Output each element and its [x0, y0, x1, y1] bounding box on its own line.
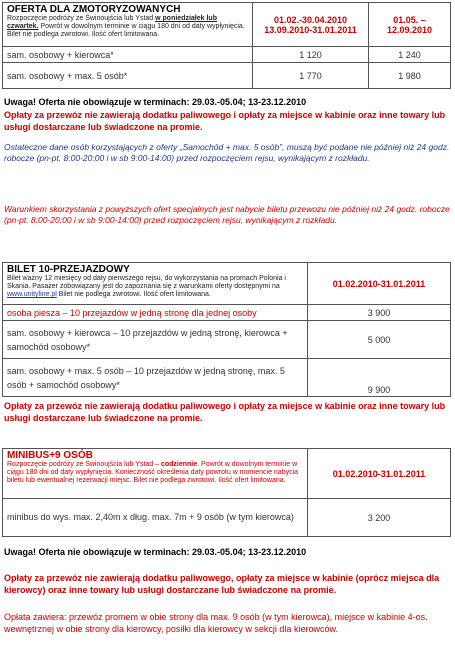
desc-emphasis: codziennie	[160, 461, 198, 468]
period-line: 01.02.-30.04.2010	[273, 14, 348, 25]
motorized-offer-header	[3, 3, 253, 47]
fees-note: Opłaty za przewóz nie zawierają dodatku paliwowego i opłaty za miejsce w kabinie oraz inne towary lub usługi dostarczane lub świadczone na promie.	[4, 110, 446, 132]
fees-note: Opłaty za przewóz nie zawierają dodatku paliwowego, opłaty za miejsce w kabinie (oprócz miejsca dla kierowcy) oraz inne towary lub usługi dostarczane lub świadczone na promie.	[4, 573, 440, 595]
ten-trip-ticket-table	[2, 262, 451, 397]
period-high-season	[369, 3, 451, 47]
table-row-label: osoba piesza – 10 przejazdów w jedną stronę dla jednej osoby	[3, 305, 308, 321]
table-cell-price: 3 900	[308, 305, 451, 321]
exclusion-warning: Uwaga! Oferta nie obowiązuje w terminach: 29.03.-05.04; 13-23.12.2010	[4, 547, 307, 557]
desc-text: . Powrót w dowolnym terminie w ciągu 180 dni od daty wypłynięcia. Konieczność określenia daty powrotu w momencie nabycia biletu lub ewentualnej rezerwacji miejsc. Bilet nie podlega zwrotowi. Ilość ofert limitowana.	[7, 461, 299, 484]
minibus-description	[7, 461, 303, 485]
table-row-label: sam. osobowy + max. 5 osób – 10 przejazdów w jedną stronę, max. 5 osób + samochód osobowy*	[3, 359, 308, 397]
table-cell-price: 9 900	[308, 359, 451, 397]
desc-text: Bilet ważny 12 miesięcy od daty pierwszego rejsu, do wykorzystania na promach Polonia i Skania. Pasażer zobowiązany jest do zapoznania się z warunkami oferty dostępnymi na	[7, 275, 286, 290]
table-cell-price: 5 000	[308, 321, 451, 359]
persons-data-note: Ostateczne dane osób korzystających z oferty „Samochód + max. 5 osób”, muszą być podane nie później niż 24 godz. robocze (pn-pt. 8:00-20:00 i w sb 9:00-14:00) przed rozpoczęciem rejsu, wynikającym z rozkładu.	[4, 142, 450, 163]
period-line: 13.09.2010-31.01.2011	[264, 24, 357, 35]
desc-text: Bilet nie podlega zwrotowi. Ilość ofert limitowana.	[56, 291, 211, 298]
table-cell-price: 1 770	[253, 63, 369, 89]
table-row-label: sam. osobowy + kierowca*	[3, 47, 253, 63]
includes-note: Opłata zawiera: przewóz promem w obie strony dla max. 9 osób (w tym kierowca), miejsce w kabinie 4-os. wewnętrznej w obie strony dla kierowcy, posiłki dla kierowcy w sekcji dla kierowców.	[4, 612, 428, 634]
table-row-label: sam. osobowy + max. 5 osób*	[3, 63, 253, 89]
unityline-link[interactable]: www.unityline.pl	[7, 291, 57, 298]
motorized-offer-description	[7, 15, 248, 39]
motorized-offer-table	[2, 2, 451, 89]
minibus-header	[3, 449, 308, 499]
table-row-label: sam. osobowy + kierowca – 10 przejazdów w jedną stronę, kierowca + samochód osobowy*	[3, 321, 308, 359]
motorized-offer-title: OFERTA DLA ZMOTORYZOWANYCH	[7, 4, 181, 15]
ten-trip-header	[3, 263, 308, 305]
desc-text: Powrót w dowolnym terminie w ciągu 180 dni od daty wypłynięcia. Bilet nie podlega zwrotowi. Ilość ofert limitowana.	[7, 23, 245, 38]
minibus-title: MINIBUS+9 OSÓB	[7, 450, 93, 461]
desc-text: Rozpoczęcie podróży ze Świnoujścia lub Ystad –	[7, 461, 161, 468]
exclusion-warning: Uwaga! Oferta nie obowiązuje w terminach: 29.03.-05.04; 13-23.12.2010	[4, 97, 307, 107]
fees-note: Opłaty za przewóz nie zawierają dodatku paliwowego i opłaty za miejsce w kabinie oraz inne towary lub usługi dostarczane lub świadczone na promie.	[4, 401, 446, 423]
purchase-condition-note: Warunkiem skorzystania z powyższych ofert specjalnych jest nabycie biletu przewozu nie później niż 24 godz. robocze (pn-pt. 8:00-20:00 i w sb 9:00-14:00) przed rozpoczęciem rejsu, wynikającym z rozkładu.	[4, 204, 450, 225]
period-low-season	[253, 3, 369, 47]
desc-text: Rozpoczęcie podróży ze Świnoujścia lub Ystad	[7, 15, 156, 22]
ten-trip-period: 01.02.2010-31.01.2011	[308, 263, 451, 305]
ten-trip-title: BILET 10-PRZEJAZDOWY	[7, 264, 130, 275]
desc-emphasis: w poniedziałek lub czwartek.	[7, 15, 217, 30]
period-line: 01.05. –	[393, 14, 426, 25]
period-line: 12.09.2010	[386, 24, 433, 35]
ten-trip-description	[7, 275, 303, 299]
table-cell-price: 1 240	[369, 47, 451, 63]
table-row-label: minibus do wys. max. 2,40m x dług. max. 7m + 9 osób (w tym kierowca)	[3, 499, 308, 537]
table-cell-price: 3 200	[308, 499, 451, 537]
minibus-period: 01.02.2010-31.01.2011	[308, 449, 451, 499]
table-cell-price: 1 980	[369, 63, 451, 89]
table-cell-price: 1 120	[253, 47, 369, 63]
minibus-offer-table	[2, 448, 451, 537]
